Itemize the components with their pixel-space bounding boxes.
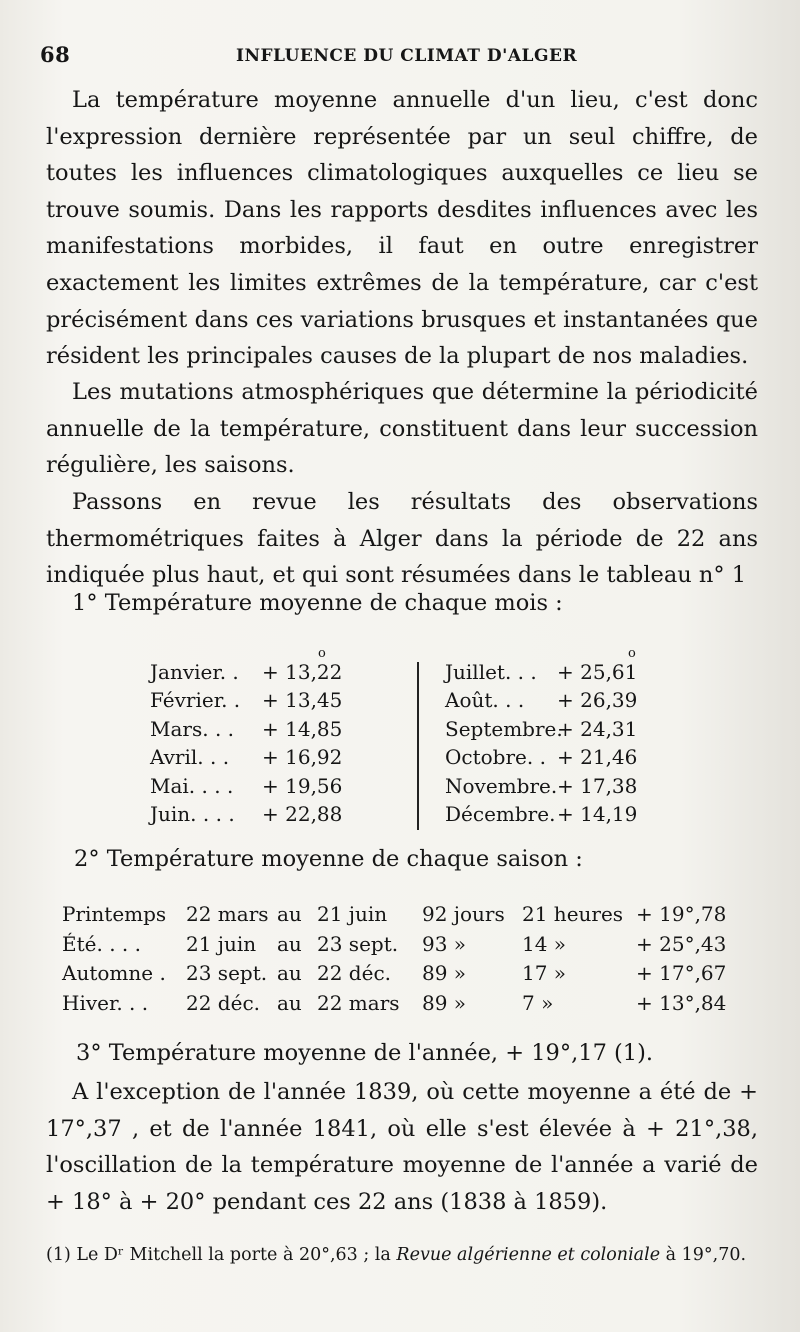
month-value: + 16,92 (262, 745, 343, 770)
season-row (62, 961, 772, 991)
month-row (445, 717, 715, 745)
season-start: 22 déc. (186, 990, 261, 1015)
section-2-heading: 2° Température moyenne de chaque saison : (74, 846, 583, 872)
month-name: Juin. . . . (150, 801, 235, 826)
month-row (445, 745, 715, 773)
running-title: INFLUENCE DU CLIMAT D'ALGER (236, 46, 578, 66)
month-row (150, 745, 420, 773)
month-value: + 14,19 (557, 801, 638, 826)
month-value: + 13,22 (262, 660, 343, 684)
month-row (150, 802, 420, 830)
month-row (445, 802, 715, 830)
page-header (40, 42, 740, 72)
season-name: Printemps (62, 902, 167, 926)
season-au: au (277, 931, 302, 956)
column-divider (417, 662, 419, 830)
footnote-tail: à 19°,70. (660, 1245, 747, 1265)
season-row (62, 902, 772, 932)
month-value: + 19,56 (262, 773, 343, 798)
paragraph-2: Les mutations atmosphériques que détermine la périodicité annuelle de la température, constituent dans leur succession régulière, les saisons. (46, 379, 758, 479)
season-start: 22 mars (186, 902, 269, 926)
month-row (150, 774, 420, 802)
season-au: au (277, 990, 302, 1015)
month-name: Juillet. . . (445, 660, 537, 684)
month-row (445, 774, 715, 802)
season-temp: + 13°,84 (636, 990, 727, 1015)
month-row (150, 660, 420, 688)
footnote (46, 1240, 770, 1270)
seasonal-temperature-table (62, 902, 772, 1020)
month-name: Octobre. . (445, 745, 546, 770)
month-value: + 13,45 (262, 688, 343, 713)
season-hours: 21 heures (522, 902, 624, 926)
season-days: 89 » (422, 961, 467, 985)
months-right-column (445, 660, 715, 830)
months-left-column (150, 660, 420, 830)
season-days: 89 » (422, 990, 467, 1015)
month-row (150, 688, 420, 716)
season-row (62, 932, 772, 962)
season-start: 23 sept. (186, 961, 268, 985)
season-temp: + 25°,43 (636, 931, 727, 956)
season-name: Automne . (62, 961, 166, 985)
month-name: Septembre. (445, 716, 563, 741)
season-end: 22 mars (317, 990, 400, 1015)
month-value: + 25,61 (557, 660, 638, 684)
season-hours: 14 » (522, 931, 567, 956)
season-au: au (277, 961, 302, 985)
month-row (445, 660, 715, 688)
section-3-heading: 3° Température moyenne de l'année, + 19°,17 (1). (76, 1040, 654, 1066)
month-value: + 22,88 (262, 801, 343, 826)
season-row (62, 991, 772, 1021)
month-name: Février. . (150, 688, 241, 713)
month-name: Août. . . (445, 688, 525, 713)
month-row (150, 717, 420, 745)
degree-mark-left: o (318, 646, 326, 661)
season-hours: 17 » (522, 961, 567, 985)
season-au: au (277, 902, 302, 926)
month-name: Avril. . . (150, 745, 230, 770)
season-end: 21 juin (317, 902, 388, 926)
paragraph-final: A l'exception de l'année 1839, où cette moyenne a été de + 17°,37 , et de l'année 1841, où elle s'est élevée à + 21°,38, l'oscillation de la température moyenne de l'année a varié de + 18° à + 20° pendant ces 22 ans (1838 à 1859). (46, 1079, 758, 1215)
month-value: + 21,46 (557, 745, 638, 770)
monthly-temperature-table (150, 646, 710, 830)
season-end: 22 déc. (317, 961, 392, 985)
month-name: Novembre. (445, 773, 558, 798)
season-name: Été. . . . (62, 931, 141, 956)
month-name: Janvier. . (150, 660, 239, 684)
month-value: + 17,38 (557, 773, 638, 798)
season-days: 92 jours (422, 902, 505, 926)
month-value: + 14,85 (262, 716, 343, 741)
paragraph-1: La température moyenne annuelle d'un lieu, c'est donc l'expression dernière représentée par un seul chiffre, de toutes les influences climatologiques auxquelles ce lieu se trouve soumis. Dans les rapports desdites influences avec les manifestations morbides, il faut en outre enregistrer exactement les limites extrêmes de la température, car c'est précisément dans ces variations brusques et instantanées que résident les principales causes de la plupart de nos maladies. (46, 87, 758, 370)
month-value: + 26,39 (557, 688, 638, 713)
paragraph-3: Passons en revue les résultats des observations thermométriques faites à Alger dans la période de 22 ans indiquée plus haut, et qui sont résumées dans le tableau n° 1 (46, 489, 758, 589)
season-days: 93 » (422, 931, 467, 956)
month-name: Mai. . . . (150, 773, 234, 798)
season-temp: + 19°,78 (636, 902, 727, 926)
section-1-heading: 1° Température moyenne de chaque mois : (72, 590, 563, 616)
season-hours: 7 » (522, 990, 554, 1015)
month-name: Mars. . . (150, 716, 235, 741)
month-name: Décembre. (445, 801, 556, 826)
footnote-italic: Revue algérienne et coloniale (396, 1245, 661, 1265)
degree-mark-right: o (628, 646, 636, 661)
page-number: 68 (40, 42, 71, 67)
footnote-lead: (1) Le Dʳ Mitchell la porte à 20°,63 ; la (46, 1245, 397, 1265)
season-start: 21 juin (186, 931, 257, 956)
season-end: 23 sept. (317, 931, 399, 956)
season-name: Hiver. . . (62, 990, 149, 1015)
season-temp: + 17°,67 (636, 961, 727, 985)
month-value: + 24,31 (557, 716, 638, 741)
month-row (445, 688, 715, 716)
